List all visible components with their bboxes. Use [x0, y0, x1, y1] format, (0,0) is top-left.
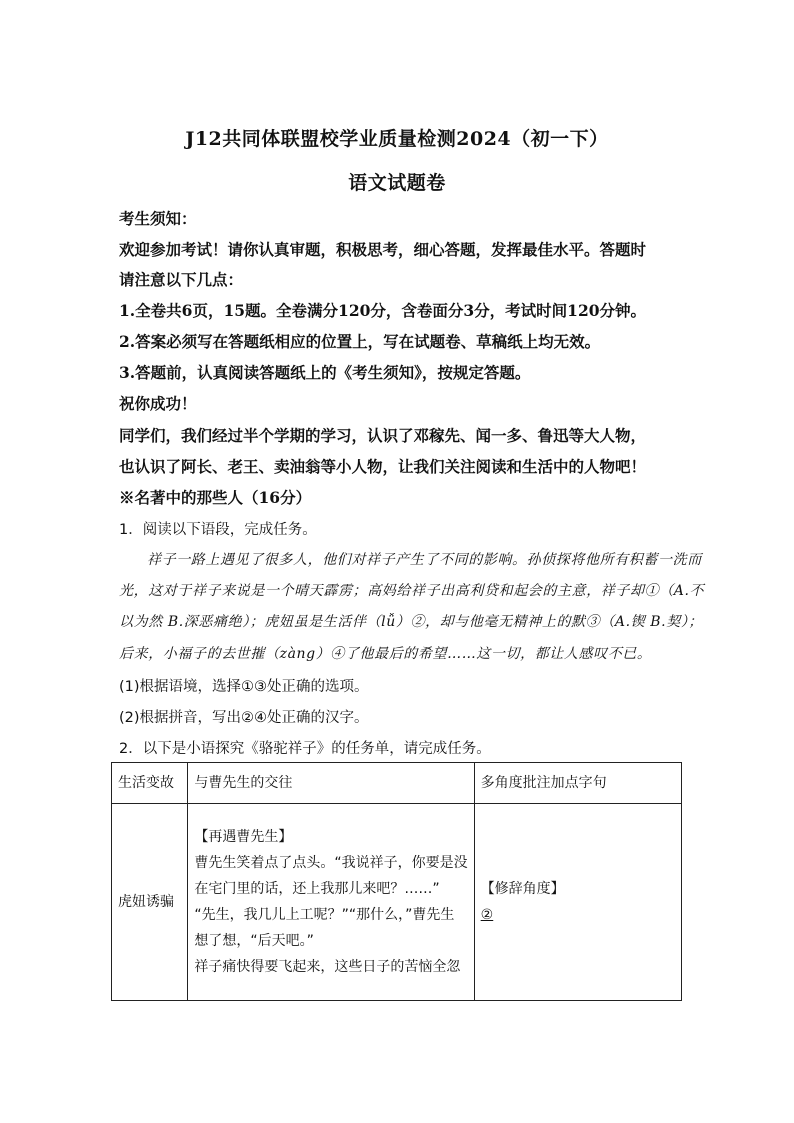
- table-row-label: 虎妞诱骗: [112, 804, 188, 1001]
- notice-heading: 考生须知：: [119, 209, 197, 228]
- intro-line1: 同学们，我们经过半个学期的学习，认识了邓稼先、闻一多、鲁迅等大人物，: [119, 426, 647, 445]
- table-header-cell: 多角度批注加点字句: [474, 763, 681, 804]
- q1-passage-line: 祥子一路上遇见了很多人，他们对祥子产生了不同的影响。孙侦探将他所有积蓄一洗而: [147, 552, 702, 568]
- table-cell-annotation: [474, 804, 681, 1001]
- notice-rule-1: 1.全卷共6页，15题。全卷满分120分，含卷面分3分，考试时间120分钟。: [119, 301, 647, 320]
- q1-task-1: (1)根据语境，选择①③处正确的选项。: [119, 679, 369, 695]
- cell-line: 想了想，“后天吧。”: [194, 933, 314, 949]
- table-header-row: [112, 763, 682, 804]
- table-header-cell: 与曹先生的交往: [188, 763, 474, 804]
- table-header-cell: 生活变故: [112, 763, 188, 804]
- section-title: ※名著中的那些人（16分）: [119, 488, 312, 507]
- q1-task-2: (2)根据拼音，写出②④处正确的汉字。: [119, 710, 369, 726]
- cell-line: 【再遇曹先生】: [194, 829, 293, 845]
- notice-welcome-line2: 请注意以下几点：: [119, 270, 244, 289]
- table-cell-story: [188, 804, 474, 1001]
- cell-line: “先生，我几儿上工呢？”“那什么，”曹先生: [194, 907, 455, 923]
- annotation-heading: 【修辞角度】: [480, 881, 565, 897]
- task-table: [111, 762, 682, 1001]
- q1-passage-line: 以为然 B.深恶痛绝）；虎妞虽是生活伴（lǚ）②，却与他毫无精神上的默③（A.锲 B.契）；: [119, 614, 704, 630]
- annotation-mark: ②: [480, 907, 494, 923]
- notice-wish: 祝你成功！: [119, 394, 197, 413]
- notice-rule-2: 2.答案必须写在答题纸相应的位置上，写在试题卷、草稿纸上均无效。: [119, 332, 601, 351]
- notice-welcome-line1: 欢迎参加考试！请你认真审题，积极思考，细心答题，发挥最佳水平。答题时: [119, 240, 647, 259]
- q1-stem: 1．阅读以下语段，完成任务。: [119, 522, 317, 538]
- cell-line: 曹先生笑着点了点头。“我说祥子，你要是没: [194, 855, 468, 871]
- intro-line2: 也认识了阿长、老王、卖油翁等小人物，让我们关注阅读和生活中的人物吧！: [119, 457, 647, 476]
- annotation-answer-blank[interactable]: [481, 902, 675, 928]
- q1-passage-line: 光，这对于祥子来说是一个晴天霹雳；高妈给祥子出高利贷和起会的主意，祥子却①（A.不: [119, 583, 705, 599]
- q2-stem: 2．以下是小语探究《骆驼祥子》的任务单，请完成任务。: [119, 741, 491, 757]
- cell-line: 在宅门里的话，还上我那儿来吧？……”: [194, 881, 440, 897]
- notice-rule-3: 3.答题前，认真阅读答题纸上的《考生须知》，按规定答题。: [119, 363, 531, 382]
- cell-line: 祥子痛快得要飞起来，这些日子的苦恼全忽: [194, 959, 461, 975]
- exam-subtitle: 语文试题卷: [348, 172, 446, 194]
- table-row: [112, 804, 682, 1001]
- q1-passage-line: 后来，小福子的去世摧（zàng）④了他最后的希望……这一切，都让人感叹不已。: [119, 646, 652, 662]
- exam-title: J12共同体联盟校学业质量检测2024（初一下）: [185, 128, 609, 150]
